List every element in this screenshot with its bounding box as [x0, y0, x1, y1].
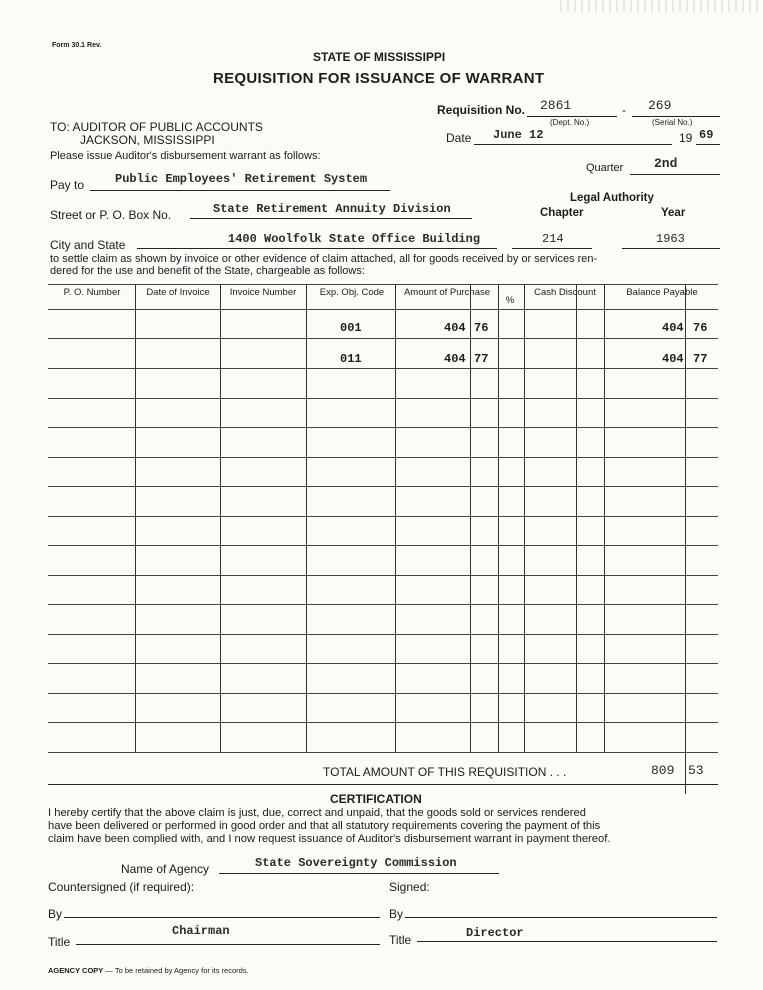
to-line-1: TO: AUDITOR OF PUBLIC ACCOUNTS [50, 120, 263, 134]
date-year: 69 [699, 128, 714, 142]
right-title-label: Title [389, 933, 412, 947]
dept-no-caption: (Dept. No.) [550, 118, 590, 127]
page-title: REQUISITION FOR ISSUANCE OF WARRANT [213, 70, 545, 87]
requisition-dept-no: 2861 [540, 98, 572, 113]
right-by-label: By [389, 907, 404, 921]
quarter-label: Quarter [586, 162, 624, 174]
footer-agency-copy: AGENCY COPY [48, 966, 104, 975]
requisition-label: Requisition No. [437, 103, 525, 117]
balance-dollars-cell: 404 [662, 352, 684, 366]
left-title-label: Title [48, 935, 71, 949]
agency-value: State Sovereignty Commission [255, 856, 457, 870]
date-value: June 12 [493, 128, 544, 142]
requisition-serial-no: 269 [648, 98, 672, 113]
certification-heading: CERTIFICATION [330, 792, 422, 806]
state-heading: STATE OF MISSISSIPPI [313, 50, 446, 64]
total-label: TOTAL AMOUNT OF THIS REQUISITION . . . [323, 765, 567, 779]
signed-label: Signed: [389, 880, 430, 894]
date-year-prefix: 19 [679, 131, 693, 145]
chapter-value: 214 [542, 232, 564, 246]
please-issue-text: Please issue Auditor's disbursement warrant as follows: [50, 150, 321, 162]
amount-dollars-cell: 404 [444, 321, 466, 335]
certification-line-1: I hereby certify that the above claim is just, due, correct and unpaid, that the goods sold or services rendered [48, 807, 586, 819]
agency-label: Name of Agency [121, 862, 210, 876]
serial-no-caption: (Serial No.) [652, 118, 693, 127]
total-dollars: 809 [651, 763, 675, 778]
countersigned-label: Countersigned (if required): [48, 880, 195, 894]
balance-cents-cell: 76 [693, 321, 708, 335]
right-title-value: Director [466, 926, 524, 940]
amount-dollars-cell: 404 [444, 352, 466, 366]
balance-dollars-cell: 404 [662, 321, 684, 335]
chapter-label: Chapter [540, 207, 584, 219]
street-value: State Retirement Annuity Division [213, 202, 451, 216]
street-label: Street or P. O. Box No. [50, 208, 172, 222]
footer-retain-text: — To be retained by Agency for its records. [103, 966, 249, 975]
legal-year-label: Year [661, 207, 686, 219]
amount-cents-cell: 77 [474, 352, 489, 366]
balance-cents-cell: 77 [693, 352, 708, 366]
exp-code-cell: 001 [340, 321, 362, 335]
col-header-amount: Amount of Purchase [403, 287, 491, 298]
total-cents: 53 [688, 763, 704, 778]
col-header-po: P. O. Number [63, 287, 121, 298]
certification-line-2: have been delivered or performed in good order and that all statutory requirements covering the payment of this [48, 820, 601, 832]
left-by-label: By [48, 907, 63, 921]
col-header-cash: Cash Discount [534, 287, 596, 298]
settle-text-line-2: dered for the use and benefit of the State, chargeable as follows: [50, 265, 365, 277]
pay-to-value: Public Employees' Retirement System [115, 172, 368, 186]
settle-text-line-1: to settle claim as shown by invoice or other evidence of claim attached, all for goods received by or services ren- [50, 253, 598, 265]
form-number: Form 30.1 Rev. [52, 42, 102, 49]
col-header-pct: % [505, 295, 515, 306]
col-header-invoice: Invoice Number [229, 287, 297, 298]
col-header-balance: Balance Payable [626, 287, 698, 298]
footer-note [48, 966, 249, 975]
left-title-value: Chairman [172, 924, 230, 938]
legal-year-value: 1963 [656, 232, 685, 246]
city-value: 1400 Woolfolk State Office Building [228, 232, 481, 246]
exp-code-cell: 011 [340, 352, 362, 366]
pay-to-label: Pay to [50, 178, 85, 192]
date-label: Date [446, 131, 472, 145]
quarter-value: 2nd [654, 156, 678, 171]
col-header-date: Date of Invoice [146, 287, 210, 298]
legal-authority-label: Legal Authority [570, 192, 654, 204]
certification-line-3: claim have been complied with, and I now request issuance of Auditor's disbursement warrant in payment thereof. [48, 833, 611, 845]
scan-edge-noise [560, 0, 763, 12]
amount-cents-cell: 76 [474, 321, 489, 335]
city-label: City and State [50, 238, 126, 252]
col-header-exp: Exp. Obj. Code [319, 287, 385, 298]
to-line-2: JACKSON, MISSISSIPPI [80, 133, 215, 147]
